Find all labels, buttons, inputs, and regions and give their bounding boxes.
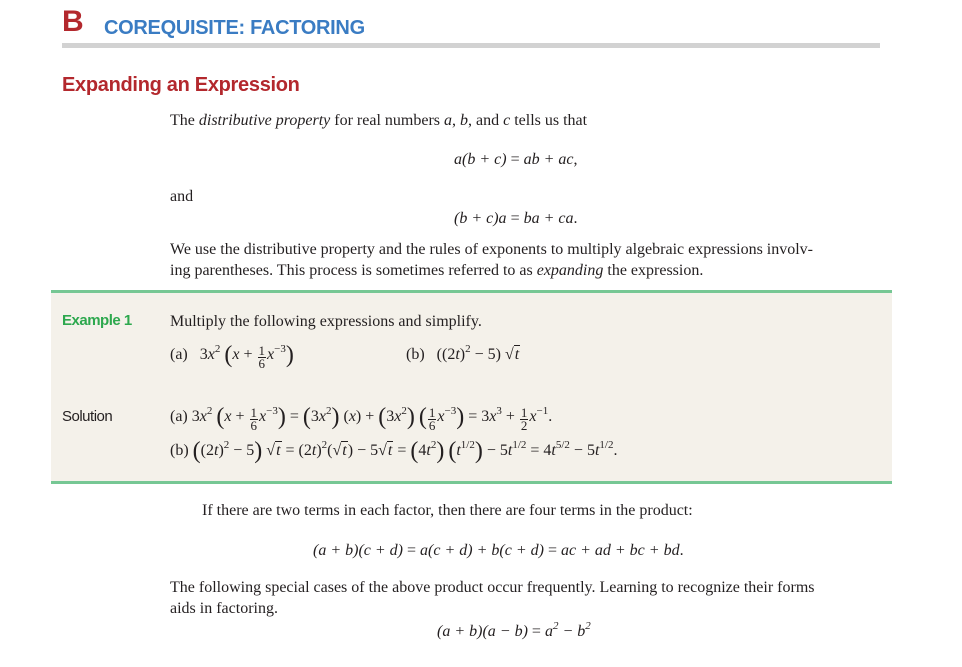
example-prompt: Multiply the following expressions and simplify. — [170, 313, 482, 330]
example-label: Example 1 — [62, 312, 132, 329]
solution-part-a: (a) $3x^2$ (x + $\frac{1}{6}$ $x^{-3}) = (3x^2)$ $(x) + (3x^2)$ ( $\frac{1}{6}$ $x^{-3}) = 3x^3$ + $\frac{1}{2}$ $x^{-1}$. — [170, 404, 553, 433]
solution-label: Solution — [62, 408, 113, 425]
expanding-paragraph: We use the distributive property and the rules of exponents to multiply algebraic expressions involv- ing parentheses. This process is sometimes referred to as expanding the expression. — [170, 241, 814, 279]
example-part-a: (a) $3x^2$ (x + $\frac{1}{6}$ $x^{-3}$) — [170, 342, 294, 371]
example-part-b: (b) $((2t)^2 - 5)$ √t — [406, 343, 520, 363]
solution-part-b: (b) $((2t)^2 - 5) √t = (2t)^2(√t) - 5√t = (4t^2) (t^{1/2}) - 5t^{1/2} = 4t^{5/2} - 5t^{1/2}$. — [170, 438, 618, 464]
special-cases-paragraph: The following special cases of the above product occur frequently. Learning to recognize their forms aids in factoring. — [170, 579, 815, 617]
intro-paragraph: The distributive property for real numbers a, b, and c tells us that — [170, 112, 588, 129]
chapter-title: COREQUISITE: FACTORING — [104, 17, 365, 39]
four-terms-paragraph: If there are two terms in each factor, then there are four terms in the product: — [202, 502, 693, 519]
equation-distributive-right: (b + c)a = ba + ca. — [454, 210, 578, 227]
equation-difference-of-squares: $(a + b)(a - b) = a^2 - b^2$ — [437, 620, 591, 640]
equation-distributive-left: a(b + c) = ab + ac, — [454, 151, 578, 168]
and-text: and — [170, 188, 194, 205]
chapter-rule-divider — [62, 43, 880, 48]
equation-four-terms: (a + b)(c + d) = a(c + d) + b(c + d) = ac + ad + bc + bd. — [313, 542, 684, 559]
section-title: Expanding an Expression — [62, 74, 300, 96]
chapter-letter: B — [62, 5, 84, 38]
